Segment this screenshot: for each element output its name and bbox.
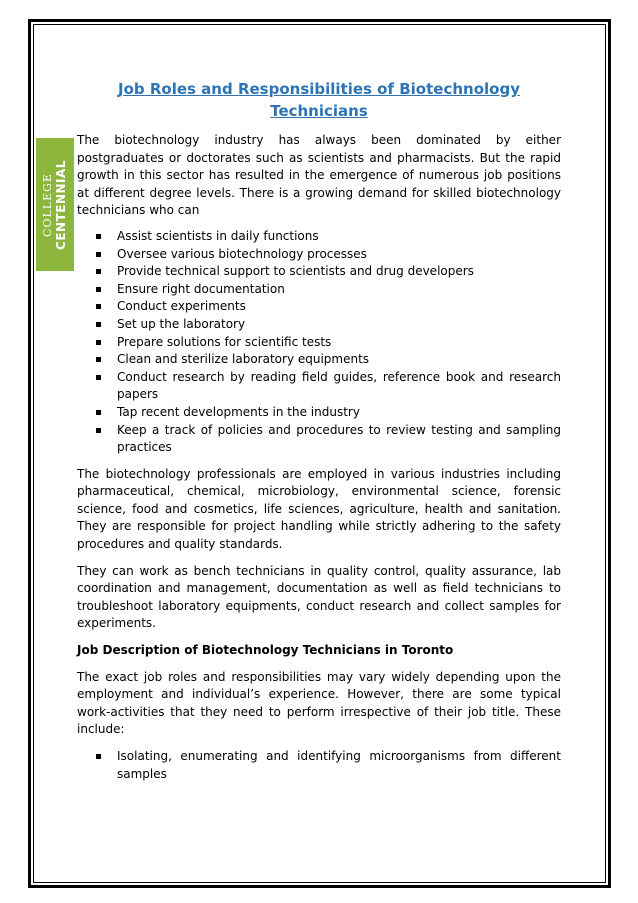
bullet-icon <box>96 340 101 345</box>
bullet-icon <box>96 428 101 433</box>
bullet-icon <box>96 287 101 292</box>
list-item: Ensure right documentation <box>77 281 561 299</box>
bullet-icon <box>96 234 101 239</box>
list-item: Oversee various biotechnology processes <box>77 246 561 264</box>
section-heading: Job Description of Biotechnology Technicians in Toronto <box>77 643 454 658</box>
bullet-icon <box>96 410 101 415</box>
document-body <box>77 78 561 792</box>
roles-paragraph: They can work as bench technicians in quality control, quality assurance, lab coordination and management, documentation as well as field technicians to troubleshoot laboratory equipments, conduct research and collect samples for experiments. <box>77 563 561 631</box>
duties-list <box>77 228 561 457</box>
list-item: Conduct experiments <box>77 298 561 316</box>
bullet-icon <box>96 357 101 362</box>
intro-paragraph: The biotechnology industry has always been dominated by either postgraduates or doctorates such as scientists and pharmacists. But the rapid growth in this sector has resulted in the emergence of numerous job positions at different degree levels. There is a growing demand for skilled biotechnology technicians who can <box>77 133 561 218</box>
bullet-icon <box>96 754 101 759</box>
list-item: Tap recent developments in the industry <box>77 404 561 422</box>
list-item: Prepare solutions for scientific tests <box>77 334 561 352</box>
logo-college-text: COLLEGE <box>41 172 54 237</box>
list-item: Set up the laboratory <box>77 316 561 334</box>
list-item: Isolating, enumerating and identifying microorganisms from different samples <box>77 748 561 783</box>
bullet-icon <box>96 304 101 309</box>
list-item: Assist scientists in daily functions <box>77 228 561 246</box>
bullet-icon <box>96 375 101 380</box>
page-title: Job Roles and Responsibilities of Biotechnology Technicians <box>118 80 520 120</box>
centennial-college-logo <box>36 138 74 271</box>
activities-list <box>77 748 561 783</box>
list-item: Clean and sterilize laboratory equipments <box>77 351 561 369</box>
job-description-paragraph: The exact job roles and responsibilities may vary widely depending upon the employment and individual’s experience. However, there are some typical work-activities that they need to perform irrespective of their job title. These include: <box>77 669 561 737</box>
list-item: Conduct research by reading field guides, reference book and research papers <box>77 369 561 404</box>
list-item: Keep a track of policies and procedures to review testing and sampling practices <box>77 422 561 457</box>
bullet-icon <box>96 252 101 257</box>
list-item: Provide technical support to scientists and drug developers <box>77 263 561 281</box>
bullet-icon <box>96 322 101 327</box>
industries-paragraph: The biotechnology professionals are employed in various industries including pharmaceutical, chemical, microbiology, environmental science, forensic science, food and cosmetics, life sciences, agriculture, health and sanitation. They are responsible for project handling while strictly adhering to the safety procedures and quality standards. <box>77 466 561 552</box>
bullet-icon <box>96 269 101 274</box>
logo-centennial-text: CENTENNIAL <box>54 159 68 250</box>
